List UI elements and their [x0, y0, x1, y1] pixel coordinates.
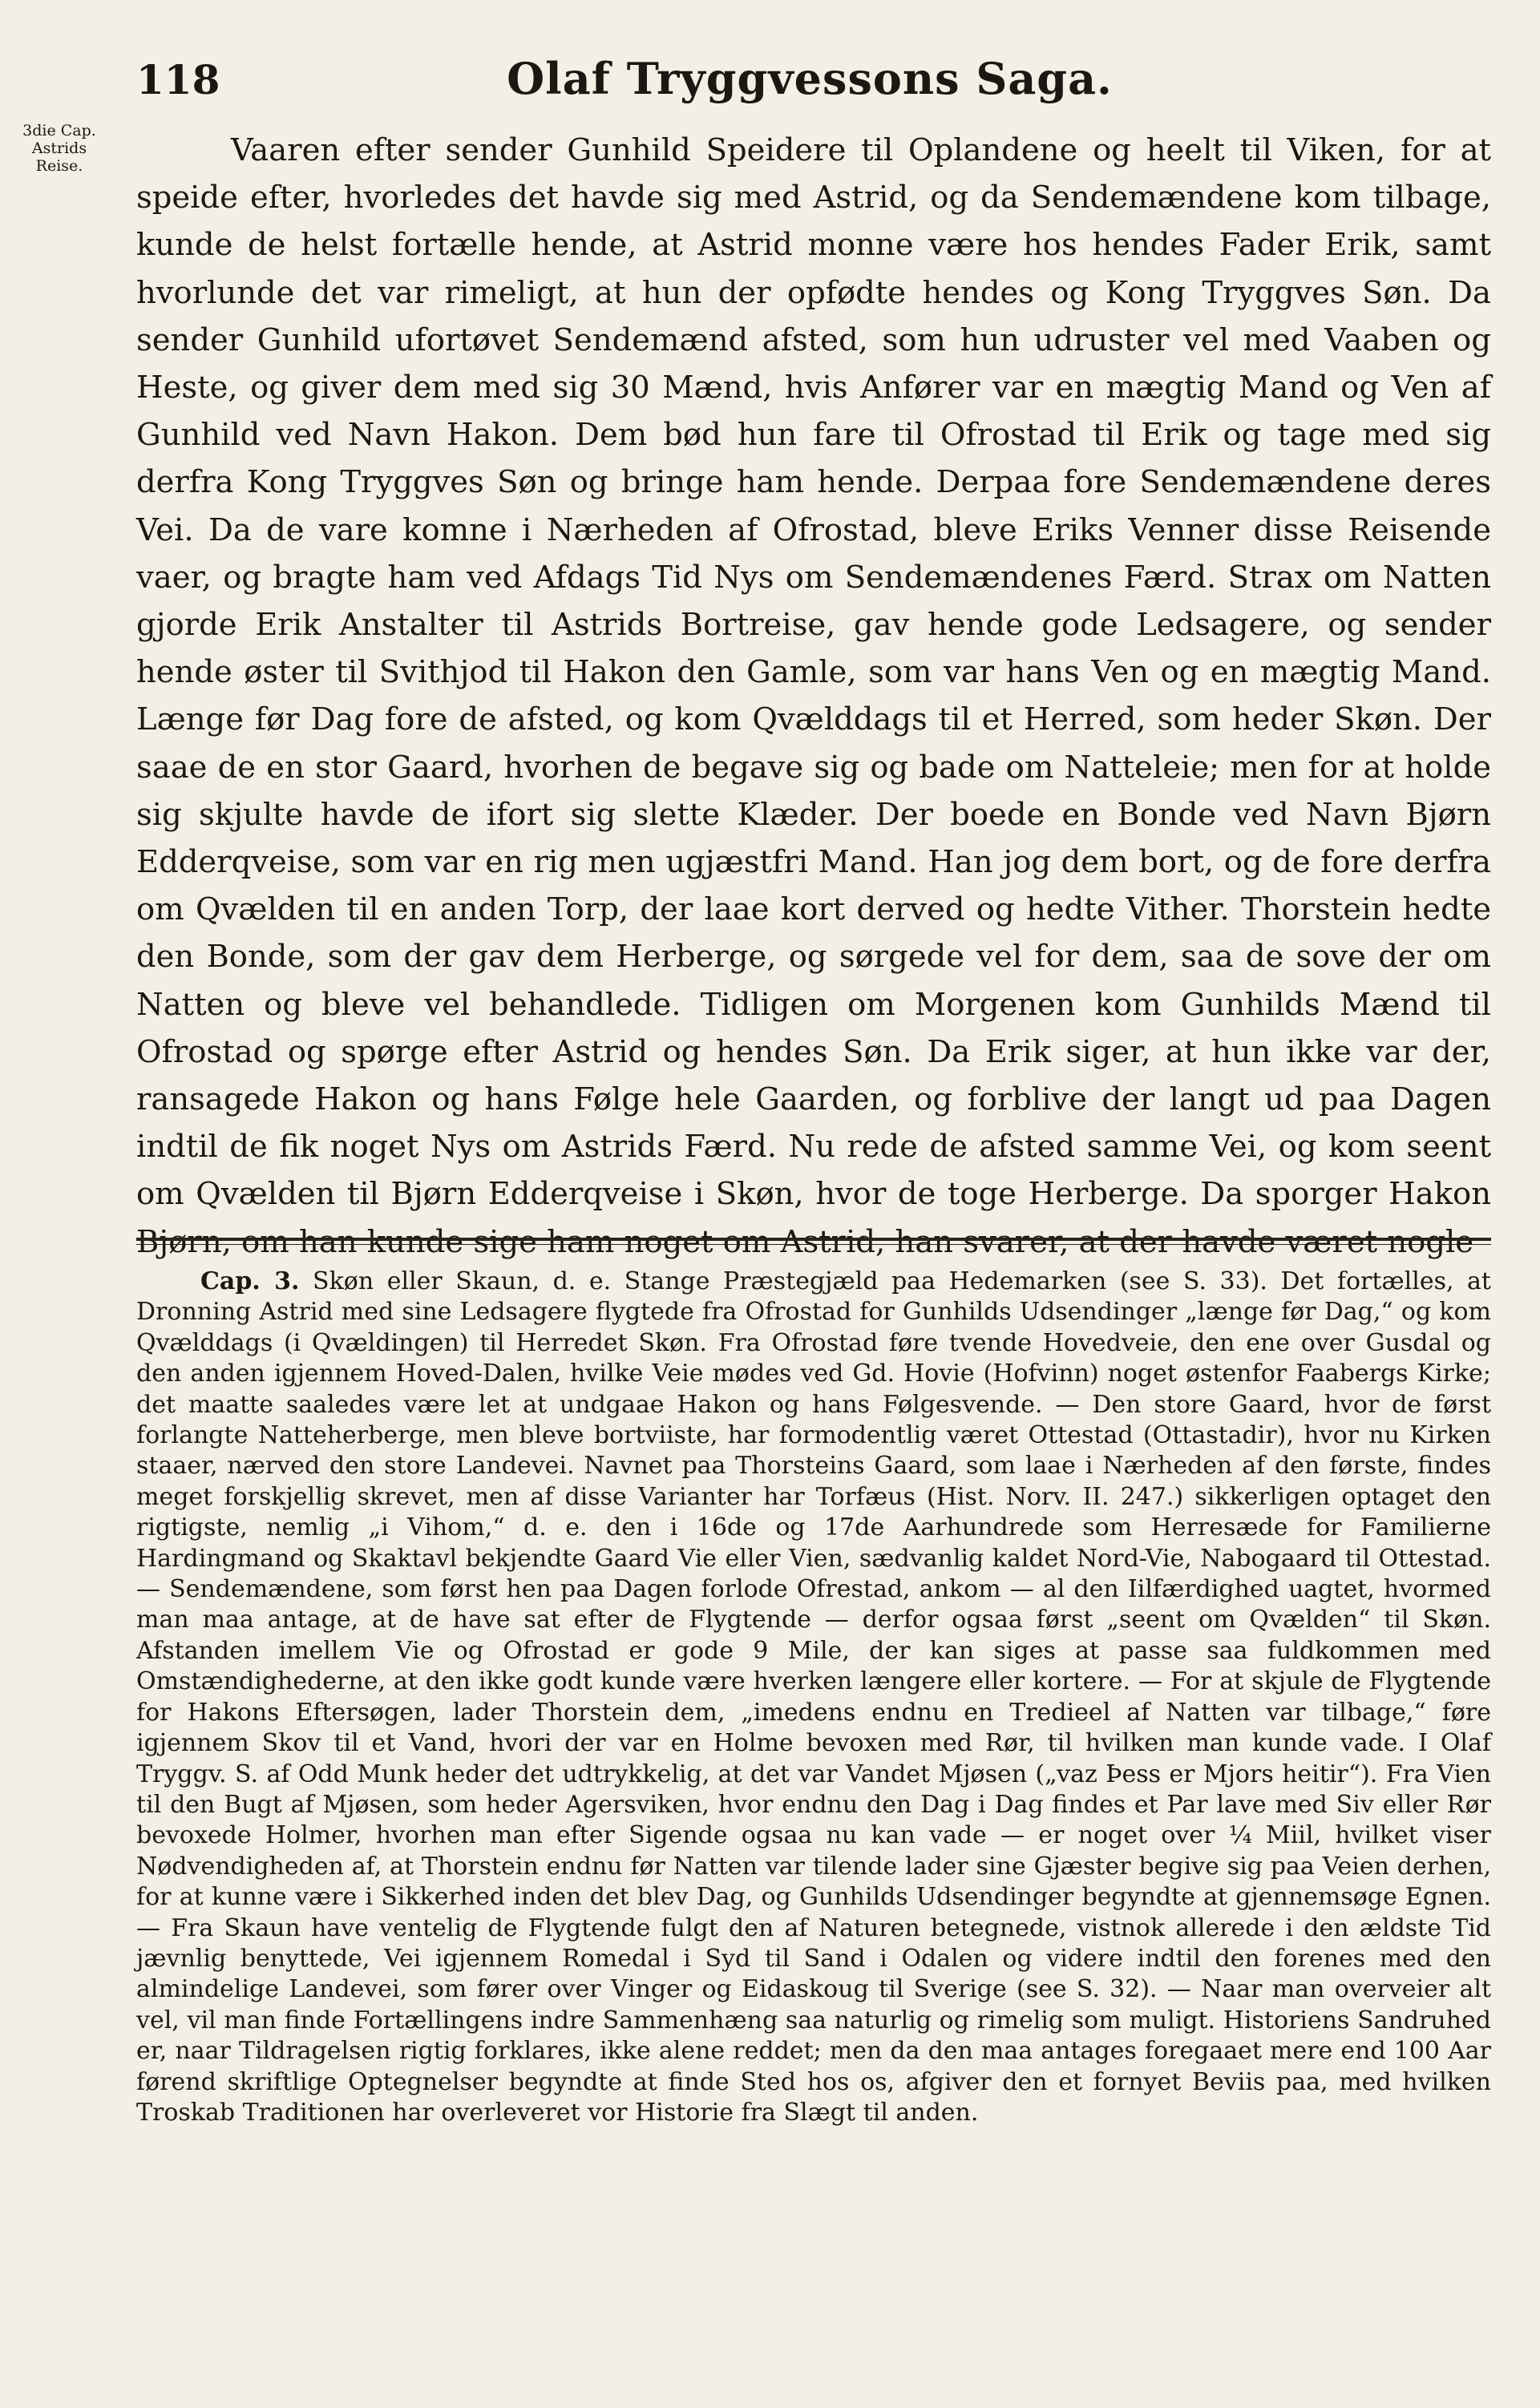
footnote-text: Skøn eller Skaun, d. e. Stange Præstegjæld paa Hedemarken (see S. 33). Det fortælles, at Dronning Astrid med sine Ledsagere flygtede fra Ofrostad for Gunhilds Udsendinger „længe før Dag,“ og kom Qvælddags (i Qvældingen) til Herredet Skøn. Fra Ofrostad føre tvende Hovedveie, den ene over Gusdal og den anden igjennem Hoved-Dalen, hvilke Veie mødes ved Gd. Hovie (Hofvinn) noget østenfor Faabergs Kirke; det maatte saaledes være let at undgaae Hakon og hans Følgesvende. — Den store Gaard, hvor de først forlangte Natteherberge, men bleve bortviiste, har formodentlig været Ottestad (Ottastadir), hvor nu Kirken staaer, nærved den store Landevei. Navnet paa Thorsteins Gaard, som laae i Nærheden af den første, findes meget forskjellig skrevet, men af disse Varianter har Torfæus (Hist. Norv. II. 247.) sikkerligen optaget den rigtigste, nemlig „i Vihom,“ d. e. den i 16de og 17de Aarhundrede som Herresæde for Familierne Hardingmand og Skaktavl bekjendte Gaard Vie eller Vien, sædvanlig kaldet Nord-Vie, Nabogaard til Ottestad. — Sendemændene, som først hen paa Dagen forlode Ofrestad, ankom — al den Iilfærdighed uagtet, hvormed man maa antage, at de have sat efter de Flygtende — derfor ogsaa først „seent om Qvælden“ til Skøn. Afstanden imellem Vie og Ofrostad er gode 9 Mile, der kan siges at passe saa fuldkommen med Omstændighederne, at den ikke godt kunde være hverken længere eller kortere. — For at skjule de Flygtende for Hakons Eftersøgen, lader Thorstein dem, „imedens endnu en Tredieel af Natten var tilbage,“ føre igjennem Skov til et Vand, hvori der var en Holme bevoxen med Rør, til hvilken man kunde vade. I Olaf Tryggv. S. af Odd Munk heder det udtrykkelig, at det var Vandet Mjøsen („vaz Þess er Mjors heitir“). Fra Vien til den Bugt af Mjøsen, som heder Agersviken, hvor endnu den Dag i Dag findes et Par lave med Siv eller Rør bevoxede Holmer, hvorhen man efter Sigende ogsaa nu kan vade — er noget over ¼ Miil, hvilket viser Nødvendigheden af, at Thorstein endnu før Natten var tilende lader sine Gjæster begive sig paa Veien derhen, for at kunne være i Sikkerhed inden det blev Dag, og Gunhilds Udsendinger begyndte at gjennemsøge Egnen. — Fra Skaun have ventelig de Flygtende fulgt den af Naturen betegnede, vistnok allerede i den ældste Tid jævnlig benyttede, Vei igjennem Romedal i Syd til Sand i Odalen og videre indtil den forenes med den almindelige Landevei, som fører over Vinger og Eidaskoug til Sverige (see S. 32). — Naar man overveier alt vel, vil man finde Fortællingens indre Sammenhæng saa naturlig og rimelig som muligt. Historiens Sandruhed er, naar Tildragelsen rigtig forklares, ikke alene reddet; men da den maa antages foregaaet mere end 100 Aar førend skriftlige Optegnelser begyndte at finde Sted hos os, afgiver den et fornyet Beviis paa, med hvilken Troskab Traditionen har overleveret vor Historie fra Slægt til anden.	[136, 1267, 1491, 2127]
main-paragraph: Vaaren efter sender Gunhild Speidere til Oplandene og heelt til Viken, for at speide efter, hvorledes det havde sig med Astrid, og da Sendemændene kom tilbage, kunde de helst fortælle hende, at Astrid monne være hos hendes Fader Erik, samt hvorlunde det var rimeligt, at hun der opfødte hendes og Kong Tryggves Søn. Da sender Gunhild ufortøvet Sendemænd afsted, som hun udruster vel med Vaaben og Heste, og giver dem med sig 30 Mænd, hvis Anfører var en mægtig Mand og Ven af Gunhild ved Navn Hakon. Dem bød hun fare til Ofrostad til Erik og tage med sig derfra Kong Tryggves Søn og bringe ham hende. Derpaa fore Sendemændene deres Vei. Da de vare komne i Nærheden af Ofrostad, bleve Eriks Venner disse Reisende vaer, og bragte ham ved Afdags Tid Nys om Sendemændenes Færd. Strax om Natten gjorde Erik Anstalter til Astrids Bortreise, gav hende gode Ledsagere, og sender hende øster til Svithjod til Hakon den Gamle, som var hans Ven og en mægtig Mand. Længe før Dag fore de afsted, og kom Qvælddags til et Herred, som heder Skøn. Der saae de en stor Gaard, hvorhen de begave sig og bade om Natteleie; men for at holde sig skjulte havde de ifort sig slette Klæder. Der boede en Bonde ved Navn Bjørn Edderqveise, som var en rig men ugjæstfri Mand. Han jog dem bort, og de fore derfra om Qvælden til en anden Torp, der laae kort derved og hedte Vither. Thorstein hedte den Bonde, som der gav dem Herberge, og sørgede vel for dem, saa de sove der om Natten og bleve vel behandlede. Tidligen om Morgenen kom Gunhilds Mænd til Ofrostad og spørge efter Astrid og hendes Søn. Da Erik siger, at hun ikke var der, ransagede Hakon og hans Følge hele Gaarden, og forblive der langt ud paa Dagen indtil de fik noget Nys om Astrids Færd. Nu rede de afsted samme Vei, og kom seent om Qvælden til Bjørn Edderqveise i Skøn, hvor de toge Herberge. Da sporger Hakon Bjørn, om han kunde sige ham noget om Astrid, han svarer, at der havde været nogle	[136, 132, 1491, 1260]
footnote-paragraph	[136, 1267, 1491, 2128]
page-header	[136, 50, 1483, 114]
footnote-rule-thin	[136, 1244, 1491, 1245]
margin-note-subject: Astrids	[31, 139, 87, 157]
footnote-label: Cap. 3.	[200, 1267, 300, 1295]
margin-note-topic: Reise.	[35, 157, 83, 175]
page-number: 118	[136, 56, 220, 103]
margin-note-chapter: 3die Cap.	[22, 122, 96, 139]
main-text	[136, 127, 1491, 1266]
running-title: Olaf Tryggvessons Saga.	[507, 53, 1113, 104]
margin-note	[11, 122, 107, 175]
footnote	[136, 1267, 1491, 2128]
footnote-rule	[136, 1238, 1491, 1241]
